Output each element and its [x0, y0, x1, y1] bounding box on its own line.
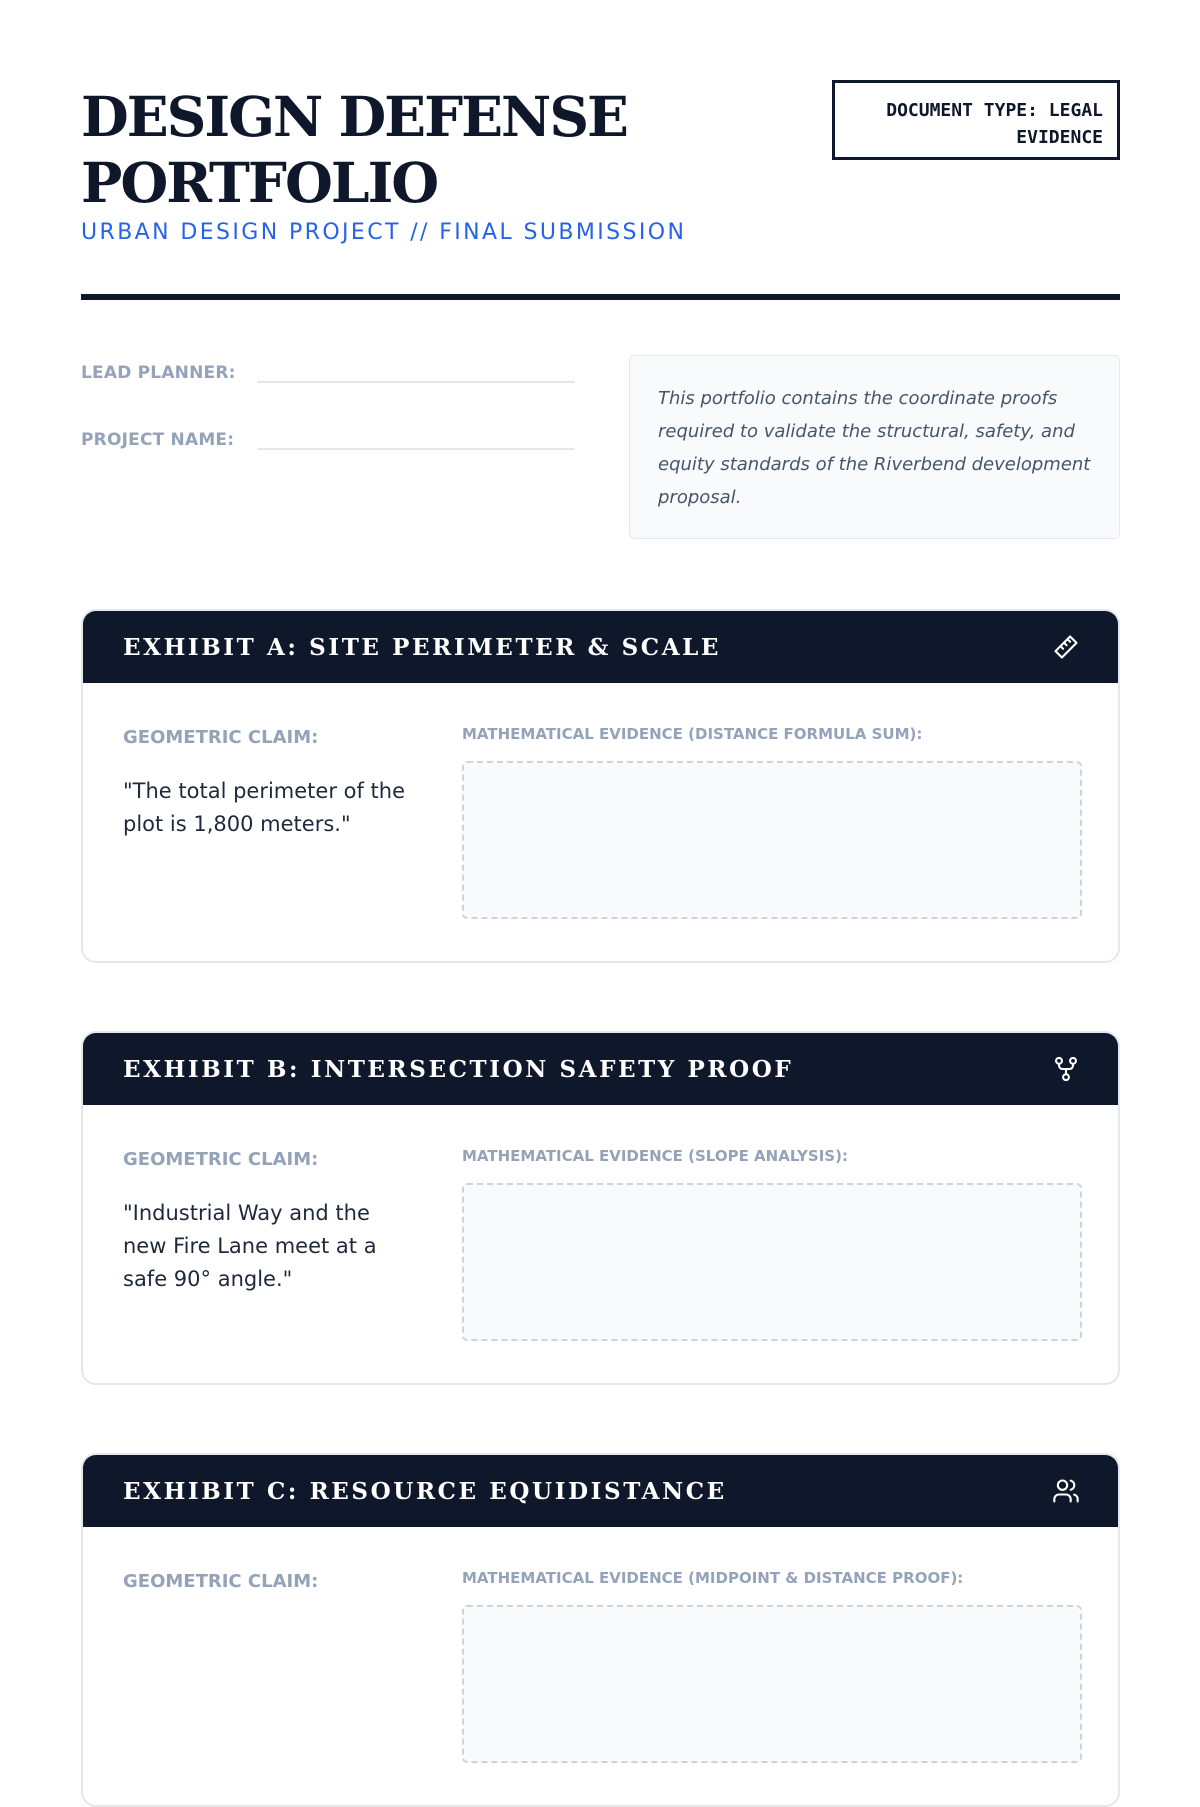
project-name-input[interactable] [257, 422, 575, 450]
project-meta [81, 355, 1120, 540]
exhibit-a-claim: "The total perimeter of the plot is 1,800 meters." [123, 779, 406, 836]
exhibit-a-title: EXHIBIT A: SITE PERIMETER & SCALE [123, 633, 722, 661]
page-title [81, 84, 721, 216]
document-type-badge [832, 80, 1120, 160]
exhibit-c-header [83, 1455, 1118, 1527]
project-name-label: PROJECT NAME: [81, 430, 235, 450]
intersection-icon [1052, 1055, 1080, 1083]
page-subtitle: URBAN DESIGN PROJECT // FINAL SUBMISSION [81, 220, 687, 245]
exhibit-c-evidence-label: MATHEMATICAL EVIDENCE (MIDPOINT & DISTANCE PROOF): [462, 1569, 964, 1587]
exhibit-a-header [83, 611, 1118, 683]
lead-planner-input[interactable] [257, 355, 575, 383]
exhibit-c-body [83, 1527, 1118, 1807]
lead-planner-label: LEAD PLANNER: [81, 363, 236, 383]
lead-planner-field [81, 355, 575, 383]
users-icon [1052, 1477, 1080, 1505]
portfolio-page [81, 0, 1120, 1592]
exhibit-b-evidence-label: MATHEMATICAL EVIDENCE (SLOPE ANALYSIS): [462, 1147, 848, 1165]
exhibit-b-evidence-box[interactable] [462, 1183, 1082, 1341]
exhibit-a-claim-label: GEOMETRIC CLAIM: [123, 727, 319, 748]
exhibit-c-claim-label: GEOMETRIC CLAIM: [123, 1571, 319, 1592]
exhibit-b-claim-label: GEOMETRIC CLAIM: [123, 1149, 319, 1170]
title-line-1: DESIGN DEFENSE [81, 84, 627, 149]
document-type-line-2: EVIDENCE [1016, 127, 1103, 148]
header-divider [81, 294, 1120, 300]
title-line-2: PORTFOLIO [81, 150, 438, 215]
exhibit-a-evidence-label: MATHEMATICAL EVIDENCE (DISTANCE FORMULA SUM): [462, 725, 923, 743]
portfolio-header [81, 0, 1120, 300]
document-type-line-1: DOCUMENT TYPE: LEGAL [886, 100, 1103, 121]
exhibit-c-title: EXHIBIT C: RESOURCE EQUIDISTANCE [123, 1477, 727, 1505]
exhibit-b-header [83, 1033, 1118, 1105]
intro-note: This portfolio contains the coordinate proofs required to validate the structural, safety, and equity standards of the Riverbend development proposal. [629, 355, 1120, 539]
exhibit-c-evidence-box[interactable] [462, 1605, 1082, 1763]
exhibit-a-body [83, 683, 1118, 963]
exhibit-b-body [83, 1105, 1118, 1385]
ruler-icon [1052, 633, 1080, 661]
exhibit-c-card [81, 1453, 1120, 1807]
exhibit-a-evidence-box[interactable] [462, 761, 1082, 919]
exhibit-b-title: EXHIBIT B: INTERSECTION SAFETY PROOF [123, 1055, 794, 1083]
exhibit-a-card [81, 609, 1120, 963]
exhibit-b-card [81, 1031, 1120, 1385]
project-name-field [81, 422, 575, 450]
exhibit-b-claim: "Industrial Way and the new Fire Lane meet at a safe 90° angle." [123, 1201, 377, 1291]
